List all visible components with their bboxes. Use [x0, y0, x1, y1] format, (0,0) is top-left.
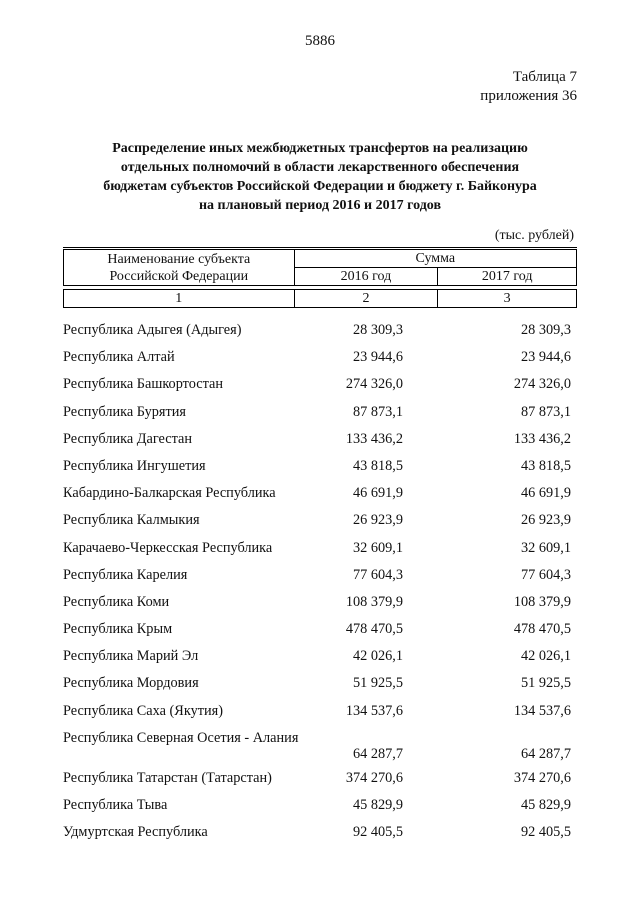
- value-2017: 64 287,7: [520, 745, 571, 762]
- table-row: [63, 769, 577, 796]
- value-2017: 46 691,9: [520, 485, 571, 502]
- table-row: [63, 511, 577, 538]
- header-name-line1: Наименование субъекта: [107, 251, 251, 267]
- subject-name: Республика Саха (Якутия): [63, 702, 223, 719]
- value-2016: 77 604,3: [352, 566, 403, 583]
- value-2016: 42 026,1: [352, 648, 403, 665]
- table-header: [63, 247, 577, 308]
- subject-name: Удмуртская Республика: [63, 824, 208, 841]
- value-2016: 134 537,6: [345, 702, 403, 719]
- value-2016: 478 470,5: [345, 621, 403, 638]
- column-number-3: 3: [438, 290, 577, 308]
- subject-name: Республика Адыгея (Адыгея): [63, 322, 242, 338]
- table-reference-line1: Таблица 7: [512, 69, 577, 85]
- table-row: [63, 593, 577, 620]
- header-sum: Сумма: [294, 249, 576, 268]
- value-2017: 32 609,1: [520, 539, 571, 556]
- table-row: [63, 321, 577, 348]
- title-line3: бюджетам субъектов Российской Федерации и бюджету г. Байконура: [103, 179, 537, 194]
- header-name-line2: Российской Федерации: [109, 268, 249, 284]
- value-2017: 274 326,0: [513, 376, 571, 393]
- document-title: [60, 139, 580, 215]
- value-2016: 374 270,6: [345, 769, 403, 786]
- value-2016: 92 405,5: [352, 824, 403, 841]
- value-2017: 108 379,9: [513, 593, 571, 610]
- title-line4: на плановый период 2016 и 2017 годов: [198, 198, 442, 213]
- value-2016: 133 436,2: [345, 430, 403, 447]
- table-row: [63, 403, 577, 430]
- value-2016: 108 379,9: [345, 593, 403, 610]
- table-row: [63, 823, 577, 850]
- subject-name: Республика Коми: [63, 593, 170, 610]
- table-row: [63, 566, 577, 593]
- subject-name: Карачаево-Черкесская Республика: [63, 539, 273, 556]
- header-year-2017: 2017 год: [438, 268, 577, 286]
- table-row: [63, 348, 577, 375]
- column-number-2: 2: [294, 290, 438, 308]
- value-2017: 43 818,5: [520, 457, 571, 474]
- table-row: [63, 647, 577, 674]
- value-2017: 134 537,6: [513, 702, 571, 719]
- value-2017: 87 873,1: [520, 403, 571, 420]
- value-2016: 23 944,6: [352, 349, 403, 366]
- subject-name: Республика Карелия: [63, 566, 188, 583]
- table-row: [63, 457, 577, 484]
- value-2017: 478 470,5: [513, 621, 571, 638]
- value-2016: 64 287,7: [352, 745, 403, 762]
- column-number-1: 1: [64, 290, 295, 308]
- subject-name: Республика Ингушетия: [63, 457, 206, 474]
- value-2017: 77 604,3: [520, 566, 571, 583]
- subject-name: Республика Крым: [63, 621, 173, 638]
- subject-name: Республика Бурятия: [63, 403, 186, 420]
- title-line1: Распределение иных межбюджетных трансфертов на реализацию: [112, 141, 528, 156]
- table-row: [63, 702, 577, 729]
- subject-name: Республика Татарстан (Татарстан): [63, 769, 272, 786]
- value-2017: 42 026,1: [520, 648, 571, 665]
- units-label: (тыс. рублей): [494, 228, 574, 243]
- table-reference: [480, 68, 577, 106]
- table-row: [63, 620, 577, 647]
- page-number: 5886: [305, 33, 335, 49]
- table-reference-line2: приложения 36: [480, 88, 577, 104]
- value-2017: 26 923,9: [520, 512, 571, 529]
- value-2017: 23 944,6: [520, 349, 571, 366]
- value-2017: 133 436,2: [513, 430, 571, 447]
- table-row: [63, 539, 577, 566]
- value-2016: 51 925,5: [352, 675, 403, 692]
- table-row: [63, 484, 577, 511]
- table-body: [63, 321, 577, 850]
- value-2016: 26 923,9: [352, 512, 403, 529]
- table-row: [63, 430, 577, 457]
- table-row: [63, 796, 577, 823]
- subject-name: Республика Мордовия: [63, 675, 199, 692]
- subject-name: Республика Дагестан: [63, 430, 193, 447]
- subject-name: Кабардино-Балкарская Республика: [63, 485, 276, 502]
- table-row: [63, 375, 577, 402]
- value-2017: 45 829,9: [520, 797, 571, 813]
- value-2017: 374 270,6: [513, 769, 571, 786]
- table-row: [63, 674, 577, 701]
- table-row: [63, 729, 577, 769]
- subject-name: Республика Алтай: [63, 349, 175, 366]
- value-2016: 28 309,3: [352, 322, 403, 338]
- header-year-2016: 2016 год: [294, 268, 438, 286]
- subject-name: Республика Северная Осетия - Алания: [63, 729, 299, 746]
- value-2016: 43 818,5: [352, 457, 403, 474]
- subject-name: Республика Башкортостан: [63, 376, 223, 393]
- value-2016: 274 326,0: [345, 376, 403, 393]
- value-2017: 51 925,5: [520, 675, 571, 692]
- value-2016: 46 691,9: [352, 485, 403, 502]
- subject-name: Республика Тыва: [63, 797, 168, 813]
- value-2016: 32 609,1: [352, 539, 403, 556]
- value-2016: 87 873,1: [352, 403, 403, 420]
- subject-name: Республика Калмыкия: [63, 512, 200, 529]
- header-name-cell: [64, 249, 295, 286]
- value-2016: 45 829,9: [352, 797, 403, 813]
- subject-name: Республика Марий Эл: [63, 648, 199, 665]
- title-line2: отдельных полномочий в области лекарственного обеспечения: [120, 160, 520, 175]
- value-2017: 92 405,5: [520, 824, 571, 841]
- value-2017: 28 309,3: [520, 322, 571, 338]
